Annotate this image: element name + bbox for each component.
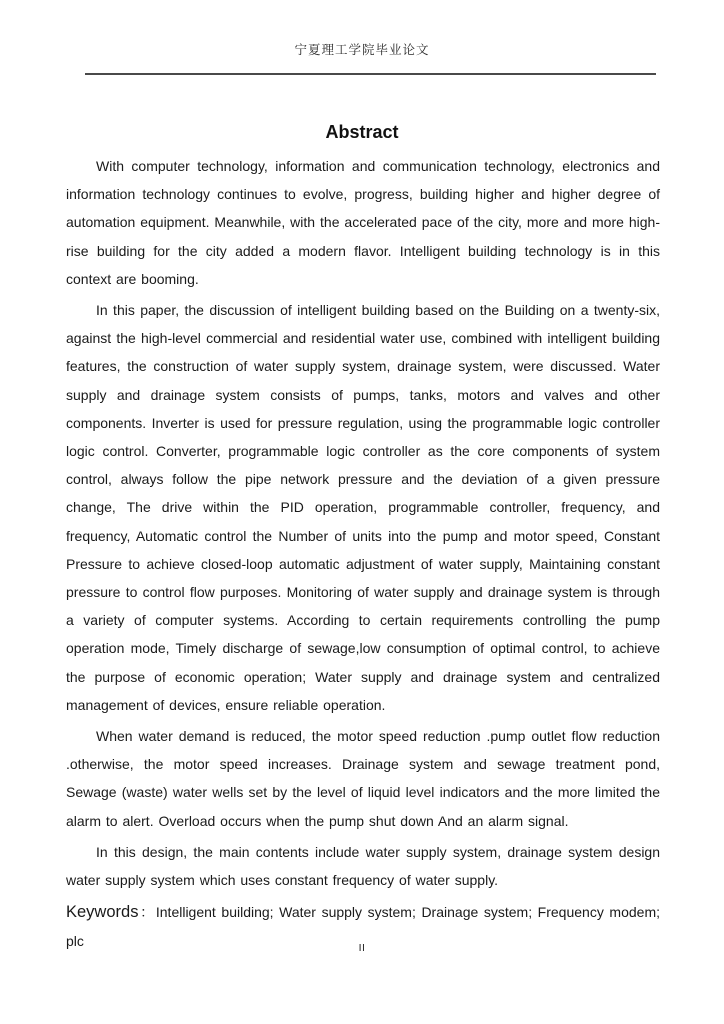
abstract-paragraph-4: In this design, the main contents include water supply system, drainage system design water supply system which uses constant frequency of water supply. [66, 843, 660, 889]
abstract-paragraph-2: In this paper, the discussion of intelligent building based on the Building on a twenty-six, against the high-level commercial and residential water use, combined with intelligent building features, the construction of water supply system, drainage system, were discussed. Water supply and drainage system consists of pumps, tanks, motors and valves and other components. Inverter is used for pressure regulation, using the programmable logic controller logic control. Converter, programmable logic controller as the core components of system control, always follow the pipe network pressure and the deviation of a given pressure change, The drive within the PID operation, programmable controller, frequency, and frequency, Automatic control the Number of units into the pump and motor speed, Constant Pressure to achieve closed-loop automatic adjustment of water supply, Maintaining constant pressure to control flow purposes. Monitoring of water supply and drainage system is through a variety of computer systems. According to certain requirements controlling the pump operation mode, Timely discharge of sewage,low consumption of optimal control, to achieve the purpose of economic operation; Water supply and drainage system and centralized management of devices, ensure reliable operation. [66, 302, 660, 713]
abstract-paragraph-3: When water demand is reduced, the motor speed reduction .pump outlet flow reduction .otherwise, the motor speed increases. Drainage system and sewage treatment pond, Sewage (waste) water wells set by the level of liquid level indicators and the more limited the alarm to alert. Overload occurs when the pump shut down And an alarm signal. [66, 728, 660, 829]
abstract-paragraph-1: With computer technology, information and communication technology, electronics and information technology continues to evolve, progress, building higher and higher degree of automation equipment. Meanwhile, with the accelerated pace of the city, more and more high-rise building for the city added a modern flavor. Intelligent building technology is in this context are booming. [66, 158, 660, 287]
keywords-text: Intelligent building; Water supply system; Drainage system; Frequency modem; plc [66, 904, 660, 950]
keywords-label: Keywords [66, 903, 139, 922]
page-number: II [358, 942, 366, 954]
running-header [0, 0, 724, 75]
keywords-separator: ： [138, 904, 156, 921]
abstract-body [66, 152, 660, 956]
running-header-text: 宁夏理工学院毕业论文 [294, 43, 430, 57]
header-rule [85, 73, 656, 75]
abstract-title: Abstract [325, 122, 399, 142]
